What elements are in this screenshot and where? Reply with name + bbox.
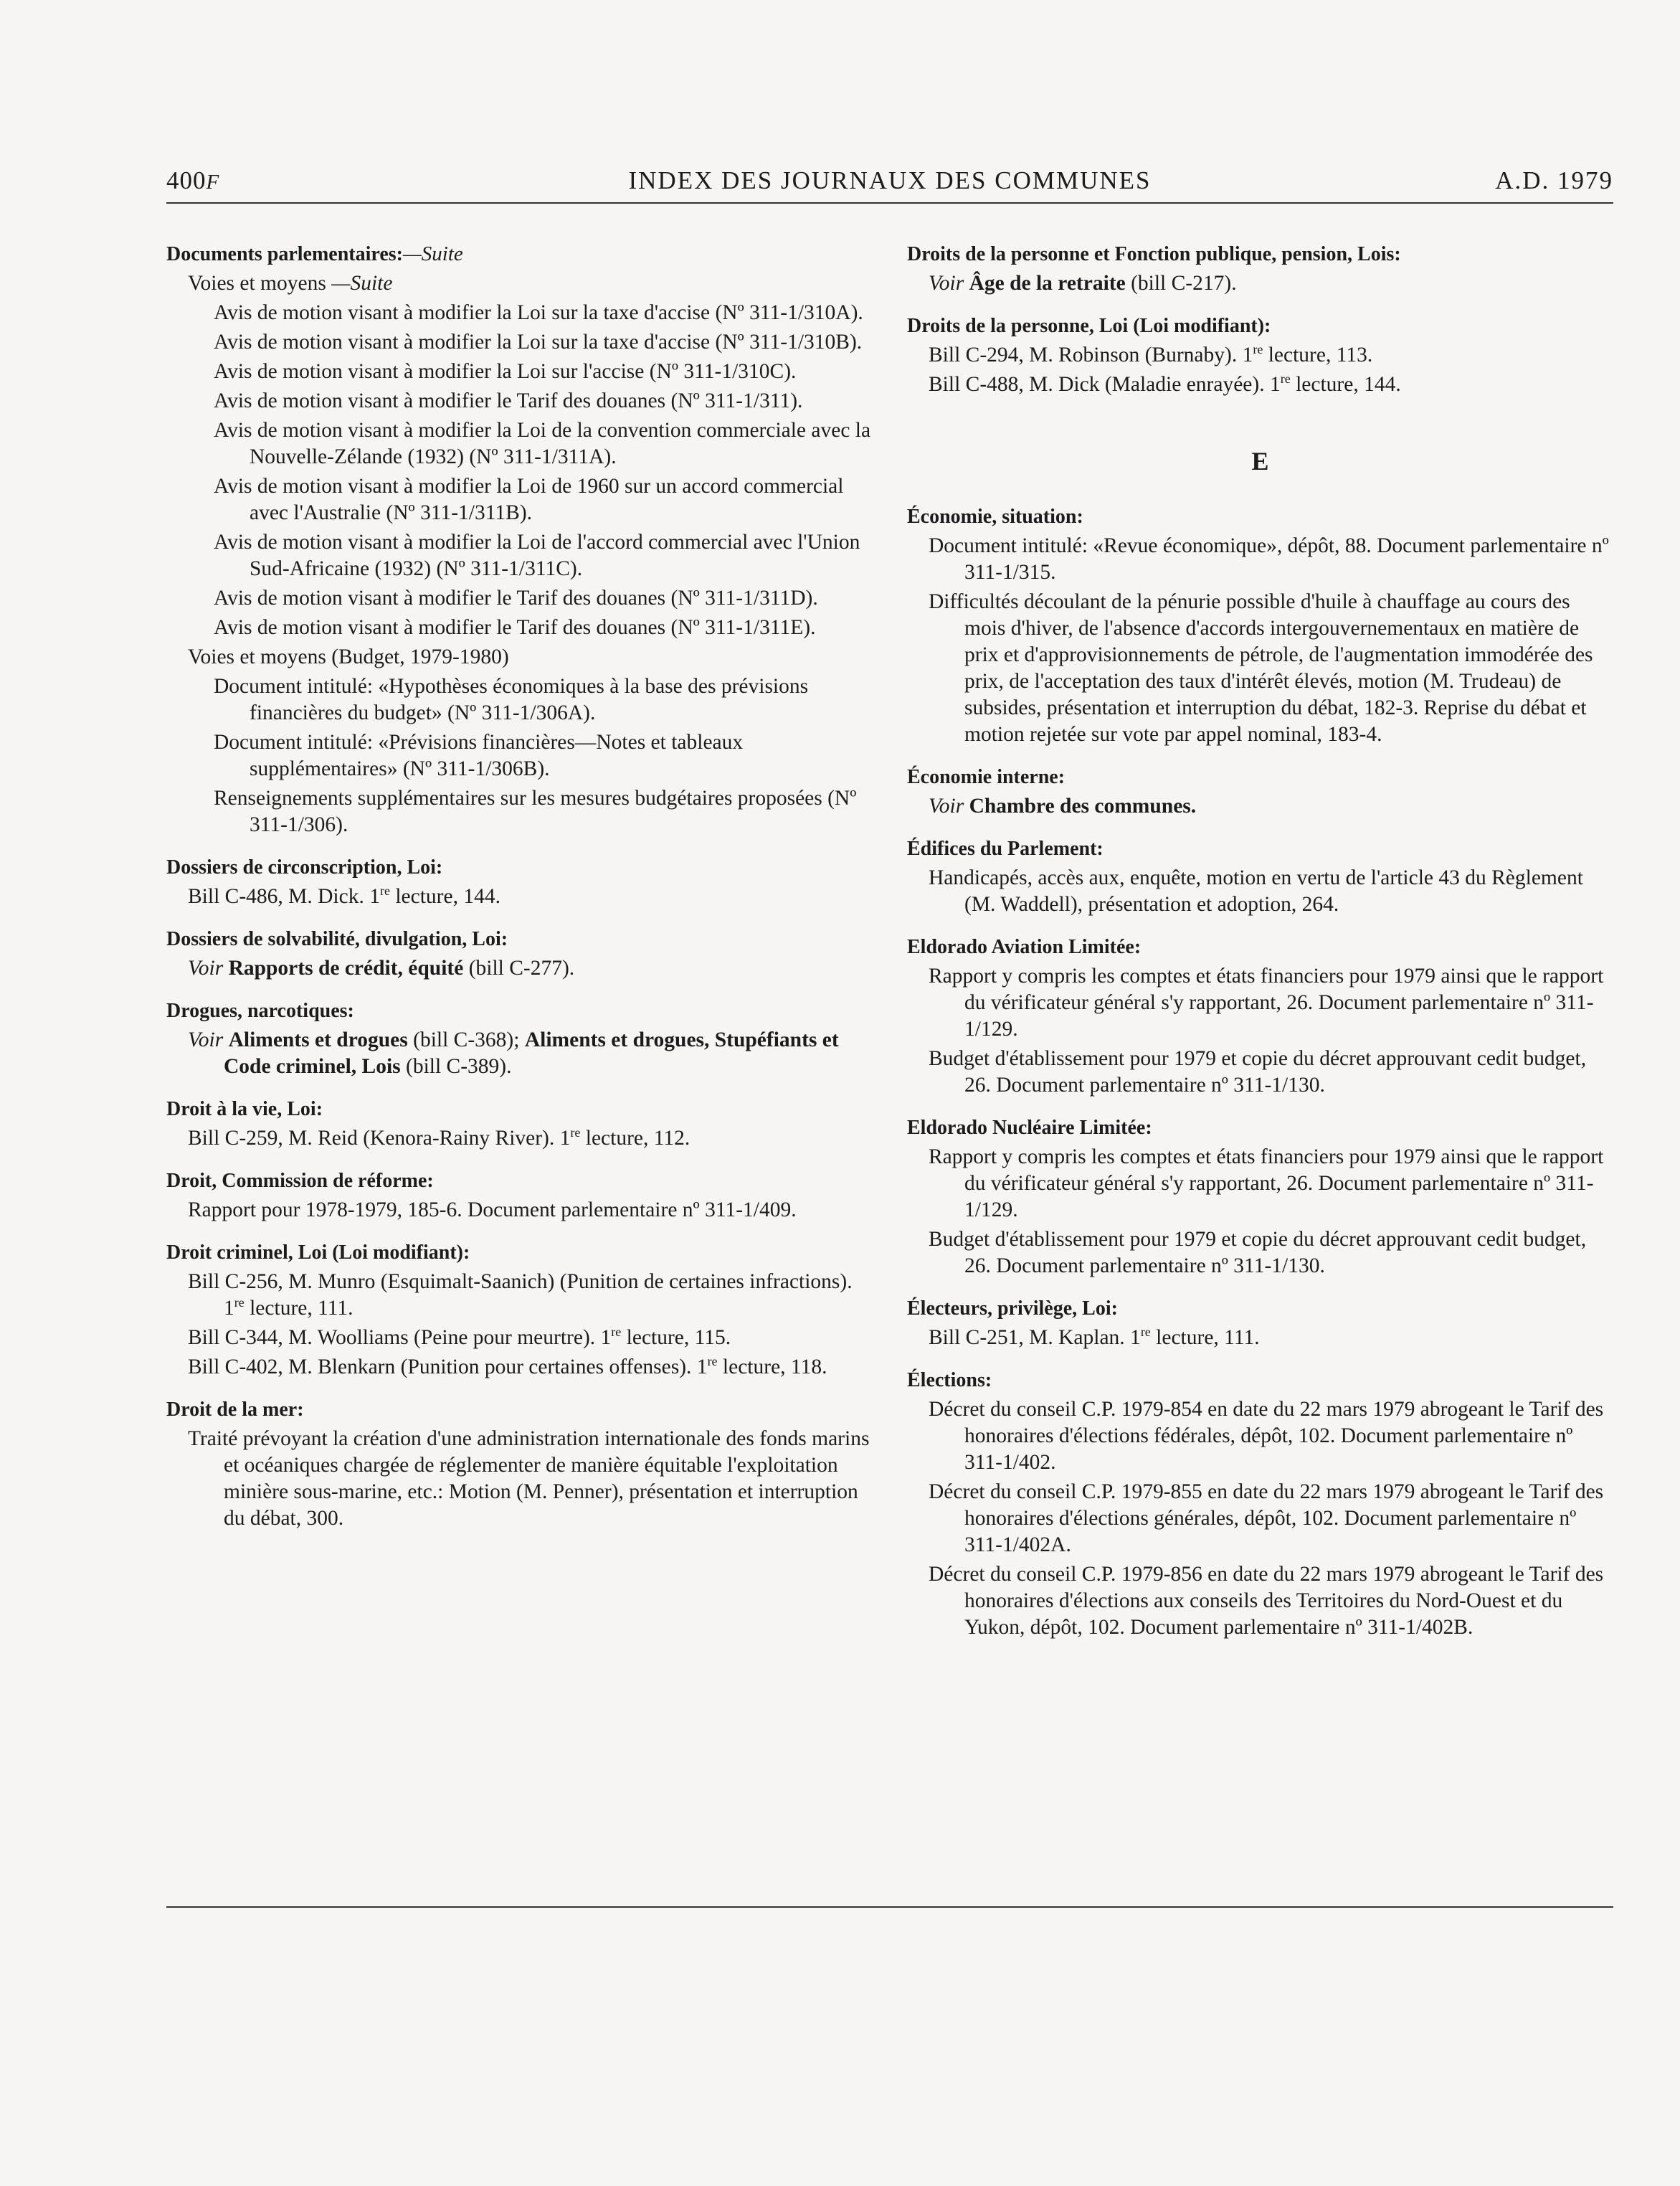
item-text-tail: lecture, 113. — [1263, 344, 1373, 366]
index-entry-droits-loi — [907, 313, 1613, 398]
list-item: Document intitulé: «Prévisions financières—Notes et tableaux supplémentaires» (Nº 311-1/306B). — [214, 731, 744, 780]
index-entry-economie — [907, 503, 1613, 748]
reference-target: Aliments et drogues — [228, 1028, 408, 1051]
list-item: Document intitulé: «Hypothèses économiques à la base des prévisions financières du budget» (Nº 311-1/306A). — [214, 675, 809, 724]
reference-target: Rapports de crédit, équité — [228, 957, 464, 980]
cross-reference — [907, 270, 1613, 297]
item-superscript: re — [570, 1125, 581, 1140]
entry-heading — [166, 241, 873, 268]
subheading-voies-et-moyens — [166, 270, 873, 297]
list-item: Renseignements supplémentaires sur les mesures budgétaires proposées (Nº 311-1/306). — [214, 787, 857, 836]
entry-heading: Dossiers de solvabilité, divulgation, Loi: — [166, 928, 508, 950]
list-item — [166, 1325, 873, 1351]
heading-text: Documents parlementaires: — [166, 243, 403, 265]
item-superscript: re — [379, 884, 390, 899]
entry-heading: Eldorado Nucléaire Limitée: — [907, 1117, 1152, 1139]
list-item: Décret du conseil C.P. 1979-855 en date du 22 mars 1979 abrogeant le Tarif des honoraires d'élections générales, dépôt, 102. Document parlementaire nº 311-1/402A. — [929, 1480, 1604, 1556]
list-item: Avis de motion visant à modifier la Loi de la convention commerciale avec la Nouvelle-Zélande (1932) (Nº 311-1/311A). — [214, 419, 871, 468]
index-entry-droit-commission — [166, 1168, 873, 1224]
item-text: Bill C-259, M. Reid (Kenora-Rainy River). 1 — [188, 1127, 571, 1150]
item-text-tail: lecture, 118. — [717, 1355, 827, 1378]
cross-reference — [166, 955, 873, 982]
item-superscript: re — [707, 1354, 718, 1369]
entry-heading: Droit criminel, Loi (Loi modifiant): — [166, 1241, 470, 1264]
index-entry-dossiers-solvabilite — [166, 926, 873, 982]
reference-tail: (bill C-277). — [463, 957, 575, 980]
item-text: Bill C-294, M. Robinson (Burnaby). 1 — [929, 344, 1253, 366]
entry-heading: Économie interne: — [907, 766, 1066, 788]
list-item: Décret du conseil C.P. 1979-854 en date du 22 mars 1979 abrogeant le Tarif des honoraires d'élections fédérales, dépôt, 102. Document parlementaire nº 311-1/402. — [929, 1398, 1604, 1474]
index-entry-droit-vie — [166, 1096, 873, 1152]
index-entry-droit-criminel — [166, 1239, 873, 1381]
item-text: Bill C-251, M. Kaplan. 1 — [929, 1326, 1141, 1349]
list-item: Traité prévoyant la création d'une administration internationale des fonds marins et océaniques chargée de réglementer de manière équitable l'exploitation minière sous-marine, etc.: Motion (M. Penner), présentation et interruption du débat, 300. — [188, 1427, 870, 1530]
list-item: Rapport y compris les comptes et états financiers pour 1979 ainsi que le rapport du vérificateur général s'y rapportant, 26. Document parlementaire nº 311-1/129. — [929, 1145, 1604, 1221]
list-item: Avis de motion visant à modifier le Tarif des douanes (Nº 311-1/311D). — [214, 587, 818, 610]
list-item: Décret du conseil C.P. 1979-856 en date du 22 mars 1979 abrogeant le Tarif des honoraires d'élections aux conseils des Territoires du Nord-Ouest et du Yukon, dépôt, 102. Document parlementaire nº 311-1/402B. — [929, 1563, 1604, 1639]
item-text: Bill C-486, M. Dick. 1 — [188, 885, 380, 908]
entry-heading: Élections: — [907, 1369, 992, 1391]
cross-reference — [907, 793, 1613, 820]
page-number-digits: 400 — [166, 166, 207, 194]
reference-tail: (bill C-389). — [400, 1055, 512, 1078]
entry-heading: Eldorado Aviation Limitée: — [907, 936, 1142, 958]
right-column — [907, 241, 1613, 1657]
heading-suite: —Suite — [402, 242, 463, 265]
list-item: Rapport pour 1978-1979, 185-6. Document parlementaire nº 311-1/409. — [188, 1198, 797, 1221]
list-item — [166, 1125, 873, 1152]
item-text: Bill C-402, M. Blenkarn (Punition pour certaines offenses). 1 — [188, 1355, 708, 1378]
item-superscript: re — [1253, 342, 1263, 357]
subheading-budget: Voies et moyens (Budget, 1979-1980) — [188, 645, 509, 668]
reference-target: Chambre des communes. — [969, 795, 1197, 818]
entry-heading: Droit à la vie, Loi: — [166, 1098, 323, 1120]
entry-heading: Drogues, narcotiques: — [166, 1000, 354, 1022]
item-text: Bill C-344, M. Woolliams (Peine pour meurtre). 1 — [188, 1326, 612, 1349]
list-item: Avis de motion visant à modifier le Tarif des douanes (Nº 311-1/311E). — [214, 616, 816, 639]
list-item: Document intitulé: «Revue économique», dépôt, 88. Document parlementaire nº 311-1/315. — [929, 534, 1609, 584]
index-entry-eldorado-nucleaire — [907, 1115, 1613, 1279]
index-entry-economie-interne — [907, 764, 1613, 820]
subheading-suite: —Suite — [331, 272, 393, 295]
voir-label: Voir — [188, 957, 224, 980]
item-superscript: re — [234, 1295, 245, 1310]
entry-heading: Électeurs, privilège, Loi: — [907, 1297, 1118, 1320]
list-item: Budget d'établissement pour 1979 et copie du décret approuvant cedit budget, 26. Document parlementaire nº 311-1/130. — [929, 1047, 1587, 1097]
item-text-tail: lecture, 144. — [1290, 373, 1401, 396]
left-column — [166, 241, 873, 1548]
item-superscript: re — [1140, 1325, 1151, 1340]
index-entry-drogues — [166, 998, 873, 1080]
item-text-tail: lecture, 112. — [580, 1127, 690, 1150]
subheading-text: Voies et moyens — [188, 272, 326, 295]
list-item: Rapport y compris les comptes et états financiers pour 1979 ainsi que le rapport du vérificateur général s'y rapportant, 26. Document parlementaire nº 311-1/129. — [929, 965, 1604, 1041]
list-item: Avis de motion visant à modifier la Loi sur la taxe d'accise (Nº 311-1/310B). — [214, 331, 863, 354]
item-text: Bill C-488, M. Dick (Maladie enrayée). 1 — [929, 373, 1281, 396]
list-item: Avis de motion visant à modifier la Loi de l'accord commercial avec l'Union Sud-Africaine (1932) (Nº 311-1/311C). — [214, 531, 860, 580]
entry-heading: Droit, Commission de réforme: — [166, 1170, 434, 1192]
index-entry-elections — [907, 1367, 1613, 1641]
reference-tail: (bill C-217). — [1125, 272, 1237, 295]
entry-heading: Droits de la personne et Fonction publique, pension, Lois: — [907, 243, 1401, 265]
list-item — [907, 342, 1613, 369]
list-item — [166, 1269, 873, 1322]
reference-target: Aliments et drogues, Stupéfiants et Code criminel, Lois — [224, 1028, 839, 1078]
index-entry-edifices — [907, 836, 1613, 918]
footer-rule — [166, 1906, 1613, 1908]
entry-heading: Droits de la personne, Loi (Loi modifiant): — [907, 315, 1271, 337]
list-item: Handicapés, accès aux, enquête, motion en vertu de l'article 43 du Règlement (M. Waddell), présentation et adoption, 264. — [929, 866, 1583, 916]
item-text: Bill C-256, M. Munro (Esquimalt-Saanich) (Punition de certaines infractions). 1 — [188, 1270, 853, 1320]
voir-label: Voir — [929, 795, 964, 818]
list-item: Avis de motion visant à modifier la Loi de 1960 sur un accord commercial avec l'Australie (Nº 311-1/311B). — [214, 475, 844, 524]
index-entry-droits-pension — [907, 241, 1613, 297]
item-text-tail: lecture, 111. — [1150, 1326, 1260, 1349]
page-number-suffix: F — [206, 171, 220, 194]
item-superscript: re — [1280, 372, 1291, 387]
reference-mid: (bill C-368); — [407, 1028, 525, 1051]
entry-heading: Édifices du Parlement: — [907, 838, 1104, 860]
cross-reference — [166, 1027, 873, 1080]
index-entry-eldorado-aviation — [907, 934, 1613, 1099]
voir-label: Voir — [188, 1028, 224, 1051]
list-item — [166, 884, 873, 910]
list-item: Avis de motion visant à modifier la Loi sur l'accise (Nº 311-1/310C). — [214, 360, 797, 383]
page-header — [166, 162, 1613, 198]
running-title: INDEX DES JOURNAUX DES COMMUNES — [628, 166, 1152, 194]
voir-label: Voir — [929, 272, 964, 295]
list-item: Difficultés découlant de la pénurie possible d'huile à chauffage au cours des mois d'hiver, de l'absence d'accords intergouvernementaux en matière de prix et d'approvisionnements de pétrole, de l'augmentation immodérée des prix, de l'acceptation des taux d'intérêt élevés, motion (M. Trudeau) de subsides, présentation et interruption du débat, 182-3. Reprise du débat et motion rejetée sur vote par appel nominal, 183-4. — [929, 590, 1593, 746]
list-item — [907, 372, 1613, 398]
running-year: A.D. 1979 — [1495, 166, 1613, 194]
list-item — [907, 1325, 1613, 1351]
index-entry-documents-parlementaires — [166, 241, 873, 838]
index-entry-electeurs — [907, 1295, 1613, 1351]
item-superscript: re — [611, 1325, 622, 1340]
list-item: Budget d'établissement pour 1979 et copie du décret approuvant cedit budget, 26. Document parlementaire nº 311-1/130. — [929, 1228, 1587, 1277]
item-text-tail: lecture, 144. — [389, 885, 500, 908]
reference-target: Âge de la retraite — [969, 272, 1126, 295]
list-item — [166, 1354, 873, 1381]
list-item: Avis de motion visant à modifier le Tarif des douanes (Nº 311-1/311). — [214, 389, 803, 412]
header-rule — [166, 202, 1613, 204]
section-letter: E — [1251, 447, 1269, 475]
entry-heading: Dossiers de circonscription, Loi: — [166, 856, 443, 879]
entry-heading: Économie, situation: — [907, 506, 1083, 528]
list-item: Avis de motion visant à modifier la Loi sur la taxe d'accise (Nº 311-1/310A). — [214, 301, 863, 324]
entry-heading: Droit de la mer: — [166, 1399, 304, 1421]
index-entry-droit-mer — [166, 1396, 873, 1532]
item-text-tail: lecture, 115. — [621, 1326, 731, 1349]
item-text-tail: lecture, 111. — [244, 1297, 353, 1320]
index-entry-dossiers-circonscription — [166, 854, 873, 910]
